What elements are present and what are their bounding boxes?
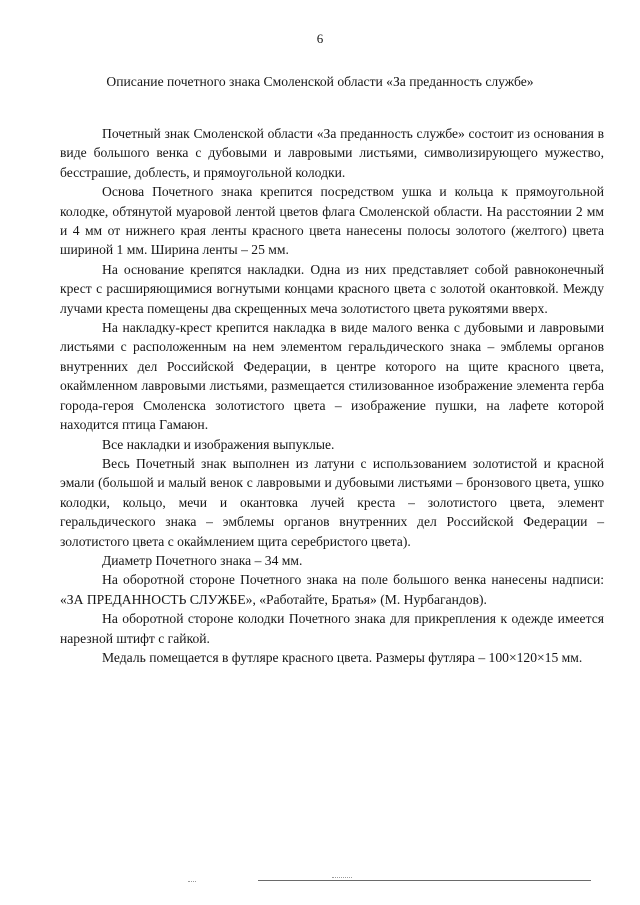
paragraph-pin: На оборотной стороне колодки Почетного знака для прикрепления к одежде имеется нарезной штифт с гайкой. [60,611,604,646]
document-title: Описание почетного знака Смоленской области «За преданность службе» [106,74,534,89]
document-body [60,124,604,667]
footer-scan-mark [188,881,196,882]
paragraph-diameter: Диаметр Почетного знака – 34 мм. [102,552,303,568]
page-number: 6 [316,31,324,46]
paragraph-ribbon: Основа Почетного знака крепится посредством ушка и кольца к прямоугольной колодке, обтянутой муаровой лентой цветов флага Смоленской области. На расстоянии 2 мм и 4 мм от нижнего края ленты красного цвета нанесены полосы золотого (желтого) цвета шириной 1 мм. Ширина ленты – 25 мм. [60,184,604,258]
footer-rule [258,880,591,881]
paragraph-cross: На основание крепятся накладки. Одна из них представляет собой равноконечный крест с расширяющимися вогнутыми концами красного цвета с золотой окантовкой. Между лучами креста помещены два скрещенных меча золотистого цвета рукоятями вверх. [60,261,604,316]
paragraph-case: Медаль помещается в футляре красного цвета. Размеры футляра – 100×120×15 мм. [102,649,583,665]
paragraph-inscriptions: На оборотной стороне Почетного знака на поле большого венка нанесены надписи: «ЗА ПРЕДАННОСТЬ СЛУЖБЕ», «Работайте, Братья» (М. Нурбагандов). [60,572,604,607]
footer-scan-mark [332,877,352,878]
paragraph-convex: Все накладки и изображения выпуклые. [102,436,335,452]
paragraph-composition: Почетный знак Смоленской области «За преданность службе» состоит из основания в виде большого венка с дубовыми и лавровыми листьями, символизирующего мужество, бесстрашие, доблесть, и прямоугольной колодки. [60,126,604,180]
paragraph-small-wreath: На накладку-крест крепится накладка в виде малого венка с дубовыми и лавровыми листьями с расположенным на нем элементом геральдического знака – эмблемы органов внутренних дел Российской Федерации, в центре которого на щите красного цвета, окаймленном лавровыми листьями, размещается стилизованное изображение элемента герба города-героя Смоленска золотистого цвета – изображение пушки, на лафете которой находится птица Гамаюн. [60,320,604,433]
paragraph-materials: Весь Почетный знак выполнен из латуни с использованием золотистой и красной эмали (большой и малый венок с лавровыми и дубовыми листьями – бронзового цвета, ушко колодки, кольцо, мечи и окантовка лучей креста – золотистого цвета, элемент геральдического знака – эмблемы органов внутренних дел Российской Федерации – золотистого цвета с окаймлением щита серебристого цвета). [60,455,604,549]
